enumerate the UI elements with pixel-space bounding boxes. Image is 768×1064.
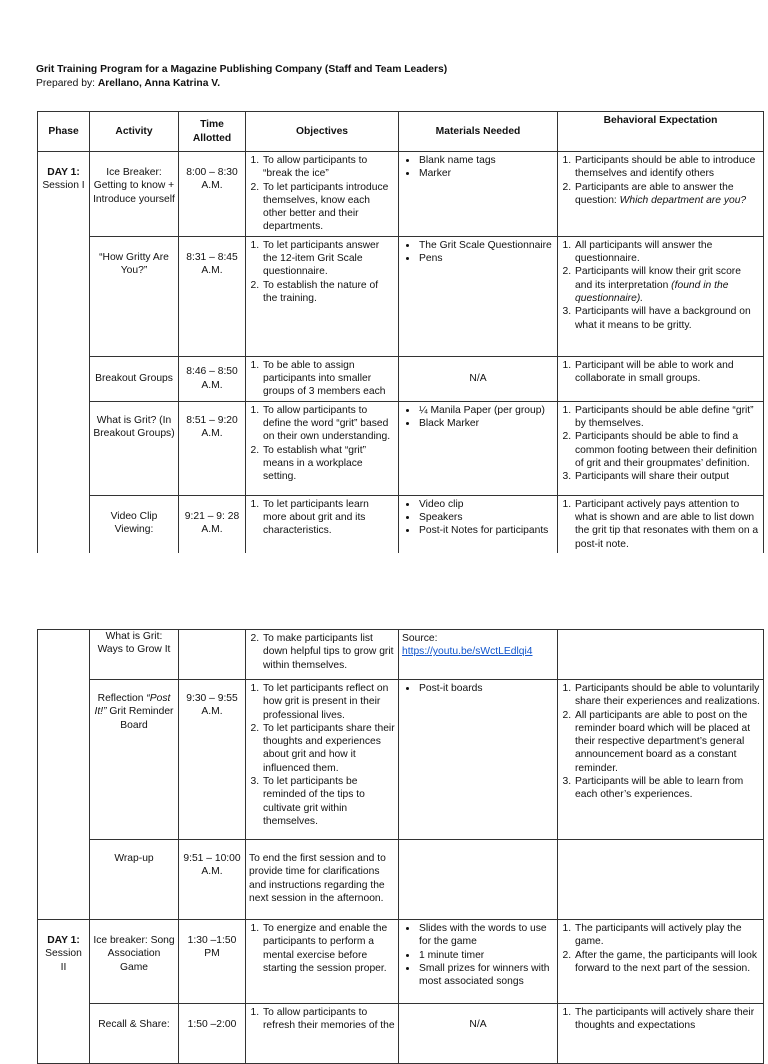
material-item: • Post-it boards (418, 682, 554, 695)
material-item: • Black Marker (418, 417, 554, 430)
objective-item: 3. To let participants be reminded of the tips to cultivate grit within themselves. (262, 775, 395, 828)
activity-suffix: Grit Reminder Board (106, 706, 174, 731)
col-header-time: Time Allotted (179, 112, 246, 152)
phase-session: Session II (45, 948, 82, 973)
expectation-text: Participants are able to answer the question: (575, 181, 734, 206)
activity-cell: Recall & Share: (90, 1004, 179, 1064)
material-item: • Pens (418, 252, 554, 265)
time-cell: 1:30 –1:50 PM (179, 920, 246, 1004)
expectation-item: 1. The participants will actively share their thoughts and expectations (574, 1006, 760, 1033)
col-header-behavioral-expectation: Behavioral Expectation (558, 112, 764, 152)
materials-cell (399, 401, 558, 495)
objectives-cell (246, 920, 399, 1004)
table-row (38, 1004, 764, 1064)
objective-item: 2. To let participants introduce themselves, know each other better and their departments. (262, 181, 395, 234)
objectives-cell (246, 1004, 399, 1064)
expectation-cell (558, 236, 764, 356)
materials-cell: N/A (399, 356, 558, 401)
expectation-cell (558, 1004, 764, 1064)
phase-day: DAY 1: (47, 935, 80, 946)
expectation-item: 3. Participants will be able to learn from each other’s experiences. (574, 775, 760, 802)
table-row (38, 152, 764, 237)
activity-cell: What is Grit? (In Breakout Groups) (90, 401, 179, 495)
expectation-cell (558, 680, 764, 840)
expectation-item: 1. Participant actively pays attention to what is shown and are able to list down the grit tip that resonates with them on a post-it note. (574, 498, 760, 551)
activity-cell: Wrap-up (90, 840, 179, 920)
material-item: • Video clip (418, 498, 554, 511)
material-item: • Slides with the words to use for the game (418, 922, 554, 949)
table-header-row (38, 112, 764, 152)
objective-item: 1. To let participants reflect on how grit is present in their professional lives. (262, 682, 395, 722)
table-page-1 (37, 111, 763, 553)
material-item: • Blank name tags (418, 154, 554, 167)
expectation-cell (558, 356, 764, 401)
training-table-1 (37, 111, 764, 566)
objective-item: 1. To let participants answer the 12-item Grit Scale questionnaire. (262, 239, 395, 279)
expectation-item: 1. Participants should be able define “grit” by themselves. (574, 404, 760, 431)
table-page-2 (37, 629, 763, 1032)
expectation-item: 2. After the game, the participants will look forward to the next part of the session. (574, 949, 760, 976)
objective-item: 2. To establish what “grit” means in a workplace setting. (262, 444, 395, 484)
document-title: Grit Training Program for a Magazine Publishing Company (Staff and Team Leaders) (36, 64, 448, 75)
materials-cell (399, 630, 558, 680)
objective-item: 1. To be able to assign participants into smaller groups of 3 members each (262, 359, 395, 399)
expectation-item: 1. All participants will answer the questionnaire. (574, 239, 760, 266)
time-cell: 8:46 – 8:50 A.M. (179, 356, 246, 401)
objective-item: 2. To let participants share their thoughts and experiences about grit and how it influenced them. (262, 722, 395, 775)
activity-cell: What is Grit: Ways to Grow It (90, 630, 179, 680)
expectation-item: 1. The participants will actively play the game. (574, 922, 760, 949)
objectives-cell (246, 401, 399, 495)
materials-cell (399, 680, 558, 840)
objectives-cell (246, 356, 399, 401)
expectation-cell (558, 401, 764, 495)
phase-session: Session I (42, 180, 85, 192)
objective-item: 2. To make participants list down helpful tips to grow grit within themselves. (262, 632, 395, 672)
col-header-materials: Materials Needed (399, 112, 558, 152)
material-item: • Post-it Notes for participants (418, 524, 554, 537)
activity-cell: Breakout Groups (90, 356, 179, 401)
expectation-item: 2. All participants are able to post on the reminder board which will be placed at their respective department’s general announcement board as a constant reminder. (574, 709, 760, 775)
table-row (38, 840, 764, 920)
prepared-by-line (36, 77, 447, 91)
objective-item: 1. To allow participants to define the word “grit” based on their own understanding. (262, 404, 395, 444)
materials-cell (399, 152, 558, 237)
page-gap (0, 553, 768, 629)
expectation-item: 2. Participants should be able to find a common footing between their definition of grit and their groupmates’ definition. (574, 430, 760, 470)
expectation-item (574, 265, 760, 305)
col-header-activity: Activity (90, 112, 179, 152)
time-cell (179, 630, 246, 680)
activity-italic: “Post It!” (94, 693, 171, 718)
objective-item: 1. To allow participants to refresh their memories of the (262, 1006, 395, 1033)
activity-cell: “How Gritty Are You?” (90, 236, 179, 356)
expectation-cell (558, 152, 764, 237)
expectation-item: 1. Participant will be able to work and collaborate in small groups. (574, 359, 760, 386)
objectives-cell (246, 236, 399, 356)
objective-item: 1. To let participants learn more about grit and its characteristics. (262, 498, 395, 538)
material-item: • Marker (418, 167, 554, 180)
objective-item: 1. To allow participants to “break the ice” (262, 154, 395, 181)
material-item: • Small prizes for winners with most associated songs (418, 962, 554, 989)
col-header-objectives: Objectives (246, 112, 399, 152)
source-link[interactable]: https://youtu.be/sWctLEdlqi4 (402, 646, 533, 658)
materials-cell (399, 840, 558, 920)
activity-cell: Video Clip Viewing: (90, 495, 179, 565)
time-cell: 8:31 – 8:45 A.M. (179, 236, 246, 356)
expectation-item: 1. Participants should be able to introduce themselves and identify others (574, 154, 760, 181)
expectation-italic: (found in the questionnaire). (575, 279, 729, 304)
objective-item: 2. To establish the nature of the training. (262, 279, 395, 306)
expectation-cell (558, 840, 764, 920)
objective-item: 1. To energize and enable the participants to perform a mental exercise before starting the session proper. (262, 922, 395, 975)
materials-cell (399, 920, 558, 1004)
time-cell: 9:21 – 9: 28 A.M. (179, 495, 246, 565)
phase-cell (38, 630, 90, 920)
material-item: • 1 minute timer (418, 949, 554, 962)
phase-cell (38, 152, 90, 566)
materials-cell (399, 236, 558, 356)
table-row (38, 630, 764, 680)
document-header (36, 63, 447, 91)
expectation-item: 3. Participants will have a background on what it means to be gritty. (574, 305, 760, 332)
activity-prefix: Reflection (97, 693, 147, 704)
time-cell: 8:51 – 9:20 A.M. (179, 401, 246, 495)
objectives-cell: To end the first session and to provide time for clarifications and instructions regarding the next session in the afternoon. (246, 840, 399, 920)
material-item: • Speakers (418, 511, 554, 524)
expectation-item: 3. Participants will share their output (574, 470, 760, 483)
objectives-cell (246, 630, 399, 680)
time-cell: 9:30 – 9:55 A.M. (179, 680, 246, 840)
time-cell: 9:51 – 10:00 A.M. (179, 840, 246, 920)
expectation-item (574, 181, 760, 208)
table-row (38, 920, 764, 1004)
objectives-cell (246, 680, 399, 840)
table-row (38, 236, 764, 356)
table-row (38, 680, 764, 840)
source-label: Source: (402, 633, 438, 644)
activity-cell (90, 680, 179, 840)
expectation-cell (558, 630, 764, 680)
activity-cell: Ice breaker: Song Association Game (90, 920, 179, 1004)
phase-day: DAY 1: (47, 167, 80, 178)
training-table-2 (37, 629, 764, 1064)
time-cell: 1:50 –2:00 (179, 1004, 246, 1064)
expectation-italic: Which department are you? (619, 194, 747, 206)
table-row (38, 401, 764, 495)
material-item: • ¼ Manila Paper (per group) (418, 404, 554, 417)
expectation-cell (558, 920, 764, 1004)
objectives-cell (246, 152, 399, 237)
col-header-phase: Phase (38, 112, 90, 152)
expectation-item: 1. Participants should be able to voluntarily share their experiences and realizations. (574, 682, 760, 709)
phase-cell (38, 920, 90, 1064)
prepared-by-label: Prepared by: (36, 78, 98, 89)
expectation-text: Participants will know their grit score and its interpretation (575, 266, 741, 291)
materials-cell: N/A (399, 1004, 558, 1064)
time-cell: 8:00 – 8:30 A.M. (179, 152, 246, 237)
activity-cell: Ice Breaker: Getting to know + Introduce yourself (90, 152, 179, 237)
material-item: • The Grit Scale Questionnaire (418, 239, 554, 252)
prepared-by-name: Arellano, Anna Katrina V. (97, 78, 221, 89)
table-row (38, 356, 764, 401)
